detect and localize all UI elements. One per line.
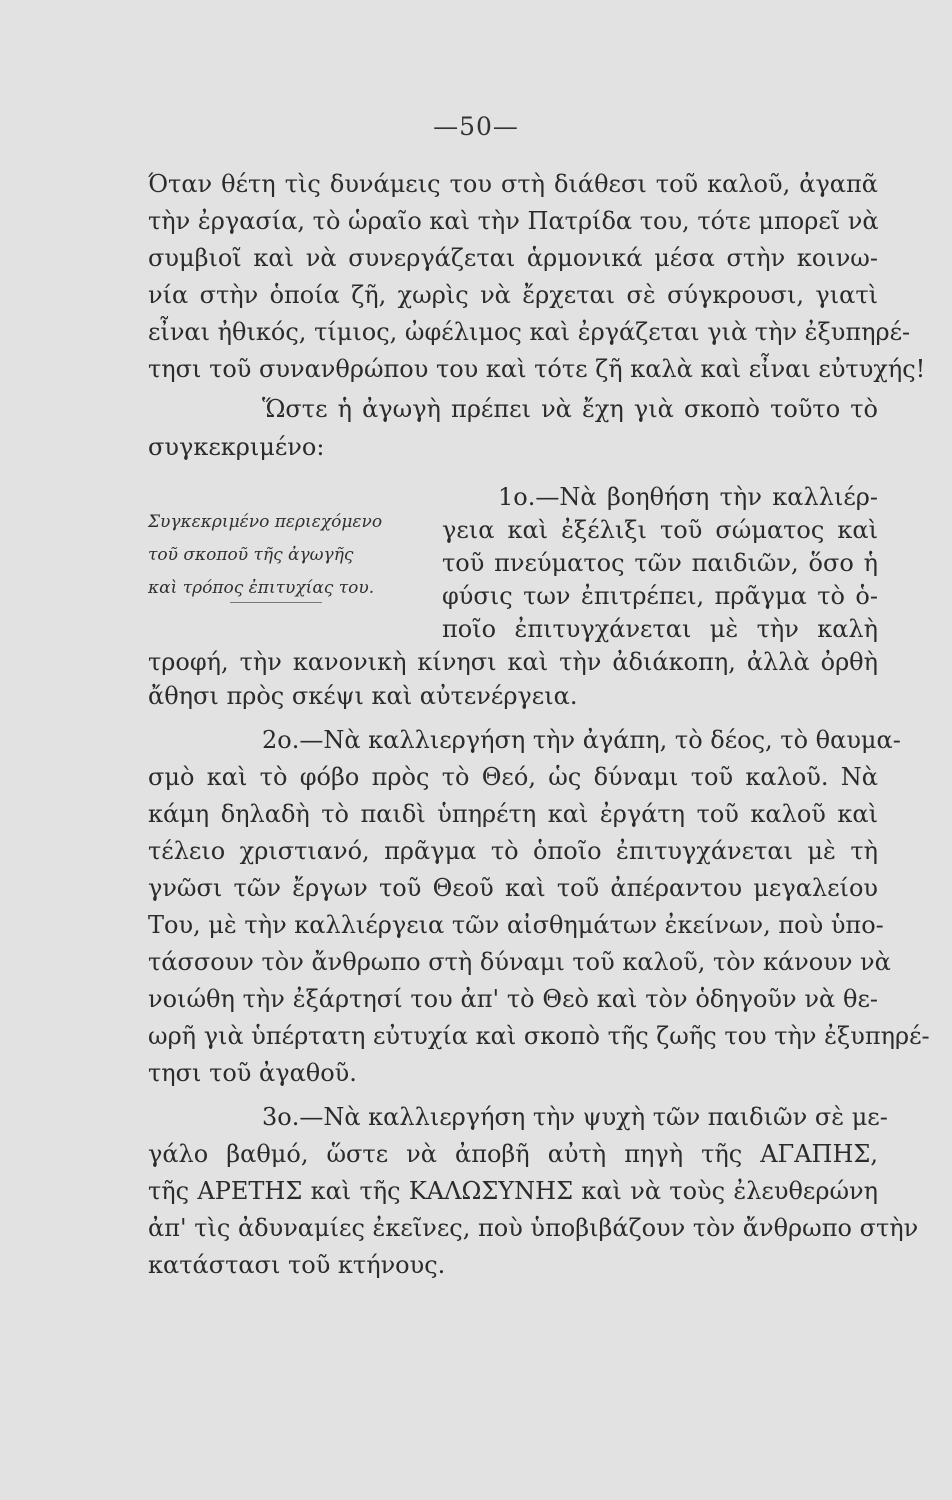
text-line: γνῶσι τῶν ἔργων τοῦ Θεοῦ καὶ τοῦ ἀπέραντου μεγαλείου xyxy=(148,874,878,902)
text-line: ἄθησι πρὸς σκέψι καὶ αὐτενέργεια. xyxy=(148,682,578,710)
text-line: τησι τοῦ συνανθρώπου του καὶ τότε ζῆ καλὰ καὶ εἶναι εὐτυχής! xyxy=(148,355,926,383)
text-line: τησι τοῦ ἀγαθοῦ. xyxy=(148,1059,357,1087)
text-line: τῆς ΑΡΕΤΗΣ καὶ τῆς ΚΑΛΩΣΥΝΗΣ καὶ νὰ τοὺς ἐλευθερώνη xyxy=(148,1177,878,1205)
margin-note-line: καὶ τρόπος ἐπιτυχίας του. xyxy=(148,578,375,598)
margin-note-line: Συγκεκριμένο περιεχόμενο xyxy=(148,512,383,532)
text-line: γάλο βαθμό, ὥστε νὰ ἀποβῆ αὐτὴ πηγὴ τῆς ΑΓΑΠΗΣ, xyxy=(148,1140,878,1168)
text-line: τὴν ἐργασία, τὸ ὡραῖο καὶ τὴν Πατρίδα του, τότε μπορεῖ νὰ xyxy=(148,207,879,235)
text-line: Του, μὲ τὴν καλλιέργεια τῶν αἰσθημάτων ἐκείνων, ποὺ ὑπο- xyxy=(148,911,884,939)
text-line: τοῦ πνεύματος τῶν παιδιῶν, ὅσο ἡ xyxy=(442,549,878,577)
text-line: κατάστασι τοῦ κτήνους. xyxy=(148,1251,446,1279)
text-line: 2ο.—Νὰ καλλιεργήση τὴν ἀγάπη, τὸ δέος, τὸ θαυμα- xyxy=(262,726,901,754)
text-line: τέλειο χριστιανό, πρᾶγμα τὸ ὁποῖο ἐπιτυγχάνεται μὲ τὴ xyxy=(148,837,878,865)
text-line: φύσις των ἐπιτρέπει, πρᾶγμα τὸ ὁ- xyxy=(442,582,878,610)
text-line: γεια καὶ ἐξέλιξι τοῦ σώματος καὶ xyxy=(442,516,878,544)
margin-note-divider xyxy=(230,602,322,603)
text-line: εἶναι ἠθικός, τίμιος, ὠφέλιμος καὶ ἐργάζεται γιὰ τὴν ἐξυπηρέ- xyxy=(148,318,911,346)
text-line: Όταν θέτη τὶς δυνάμεις του στὴ διάθεσι τοῦ καλοῦ, ἀγαπᾶ xyxy=(148,170,878,198)
text-line: ἀπ' τὶς ἀδυναμίες ἐκεῖνες, ποὺ ὑποβιβάζουν τὸν ἄνθρωπο στὴν xyxy=(148,1214,919,1242)
text-line: νία στὴν ὁποία ζῆ, χωρὶς νὰ ἔρχεται σὲ σύγκρουσι, γιατὶ xyxy=(148,281,878,309)
text-line: ωρῆ γιὰ ὑπέρτατη εὐτυχία καὶ σκοπὸ τῆς ζωῆς του τὴν ἐξυπηρέ- xyxy=(148,1022,930,1050)
text-line: σμὸ καὶ τὸ φόβο πρὸς τὸ Θεό, ὡς δύναμι τοῦ καλοῦ. Νὰ xyxy=(148,763,878,791)
text-line: τάσσουν τὸν ἄνθρωπο στὴ δύναμι τοῦ καλοῦ, τὸν κάνουν νὰ xyxy=(148,948,891,976)
text-line: 1ο.—Νὰ βοηθήση τὴν καλλιέρ- xyxy=(498,483,878,511)
text-line: ποῖο ἐπιτυγχάνεται μὲ τὴν καλὴ xyxy=(442,615,878,643)
text-line: συγκεκριμένο: xyxy=(148,433,325,461)
text-line: Ὥστε ἡ ἀγωγὴ πρέπει νὰ ἔχη γιὰ σκοπὸ τοῦτο τὸ xyxy=(262,395,878,423)
text-line: νοιώθη τὴν ἐξάρτησί του ἀπ' τὸ Θεὸ καὶ τὸν ὁδηγοῦν νὰ θε- xyxy=(148,985,878,1013)
text-line: 3ο.—Νὰ καλλιεργήση τὴν ψυχὴ τῶν παιδιῶν σὲ με- xyxy=(262,1103,888,1131)
margin-note-line: τοῦ σκοποῦ τῆς ἀγωγῆς xyxy=(148,545,354,565)
page-number: —50— xyxy=(433,112,519,141)
text-line: τροφή, τὴν κανονικὴ κίνησι καὶ τὴν ἀδιάκοπη, ἀλλὰ ὀρθὴ xyxy=(148,648,878,676)
text-line: κάμη δηλαδὴ τὸ παιδὶ ὑπηρέτη καὶ ἐργάτη τοῦ καλοῦ καὶ xyxy=(148,800,878,828)
text-line: συμβιοῖ καὶ νὰ συνεργάζεται ἁρμονικά μέσα στὴν κοινω- xyxy=(148,244,878,272)
